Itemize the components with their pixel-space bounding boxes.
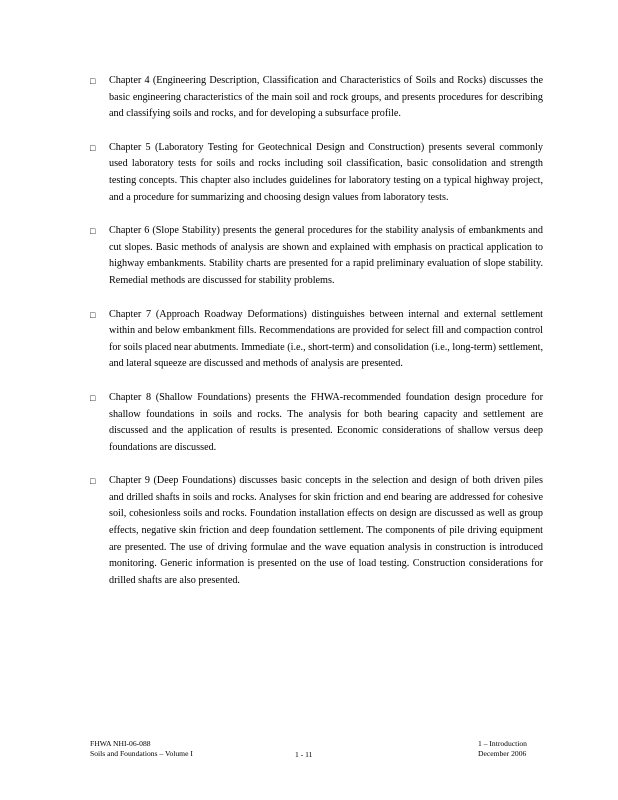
- footer-volume: Soils and Foundations – Volume I: [90, 749, 193, 758]
- chapter-6-text: Chapter 6 (Slope Stability) presents the general procedures for the stability analysis of embankments and cut slopes. Basic methods of analysis are shown and explained with emphasis on practical application to highway embankments. Stability charts are presented for a rapid preliminary evaluation of slope stability. Remedial methods are discussed for stability problems.: [109, 225, 543, 286]
- chapter-9-bullet: [90, 473, 543, 589]
- chapter-8-text: Chapter 8 (Shallow Foundations) presents the FHWA-recommended foundation design procedure for shallow foundations in soils and rocks. The analysis for both bearing capacity and settlement are discussed and the application of results is presented. Economic considerations of shallow versus deep foundations are discussed.: [109, 391, 543, 453]
- chapter-summary-list: [90, 73, 543, 606]
- chapter-6-bullet: [90, 223, 543, 289]
- bullet-marker-icon: □: [90, 392, 96, 403]
- footer-left: [90, 739, 193, 759]
- bullet-marker-icon: □: [90, 142, 96, 153]
- footer-center: [295, 750, 312, 760]
- chapter-9-text: Chapter 9 (Deep Foundations) discusses basic concepts in the selection and design of both driven piles and drilled shafts in soils and rocks. Analyses for skin friction and end bearing are addressed for cohesive soil, cohesionless soils and rocks. Foundation installation effects on design are discussed as well as group effects, negative skin friction and deep foundation settlement. The components of pile driving equipment are presented. The use of driving formulae and the wave equation analysis in construction is introduced monitoring. Generic information is presented on the use of load testing. Construction considerations for drilled shafts are also presented.: [109, 475, 543, 586]
- bullet-marker-icon: □: [90, 226, 96, 237]
- chapter-4-text: Chapter 4 (Engineering Description, Classification and Characteristics of Soils and Rocks) discusses the basic engineering characteristics of the main soil and rock groups, and presents procedures for describing and classifying soils and rocks, and for developing a subsurface profile.: [109, 75, 543, 120]
- page-number: 1 - 11: [295, 750, 313, 759]
- bullet-marker-icon: □: [90, 476, 96, 487]
- footer-date: December 2006: [478, 749, 527, 758]
- footer-doc-number: FHWA NHI-06-088: [90, 739, 151, 748]
- footer-section: 1 – Introduction: [478, 739, 527, 748]
- chapter-4-bullet: [90, 73, 543, 123]
- chapter-8-bullet: [90, 390, 543, 456]
- chapter-5-bullet: [90, 140, 543, 206]
- footer-right: [478, 739, 527, 759]
- chapter-5-text: Chapter 5 (Laboratory Testing for Geotechnical Design and Construction) presents several commonly used laboratory tests for soils and rocks including soil classification, basic consolidation and strength testing concepts. This chapter also includes guidelines for laboratory testing on a typical highway project, and a procedure for summarizing and choosing design values from laboratory tests.: [109, 141, 543, 203]
- bullet-marker-icon: □: [90, 309, 96, 320]
- bullet-marker-icon: □: [90, 76, 96, 86]
- page-footer: [90, 739, 545, 769]
- chapter-7-text: Chapter 7 (Approach Roadway Deformations) distinguishes between internal and external settlement within and below embankment fills. Recommendations are provided for select fill and compaction control for soils placed near abutments. Immediate (i.e., short-term) and consolidation (i.e., long-term) settlement, and lateral squeeze are discussed and methods of analysis are presented.: [109, 308, 543, 370]
- chapter-7-bullet: [90, 307, 543, 373]
